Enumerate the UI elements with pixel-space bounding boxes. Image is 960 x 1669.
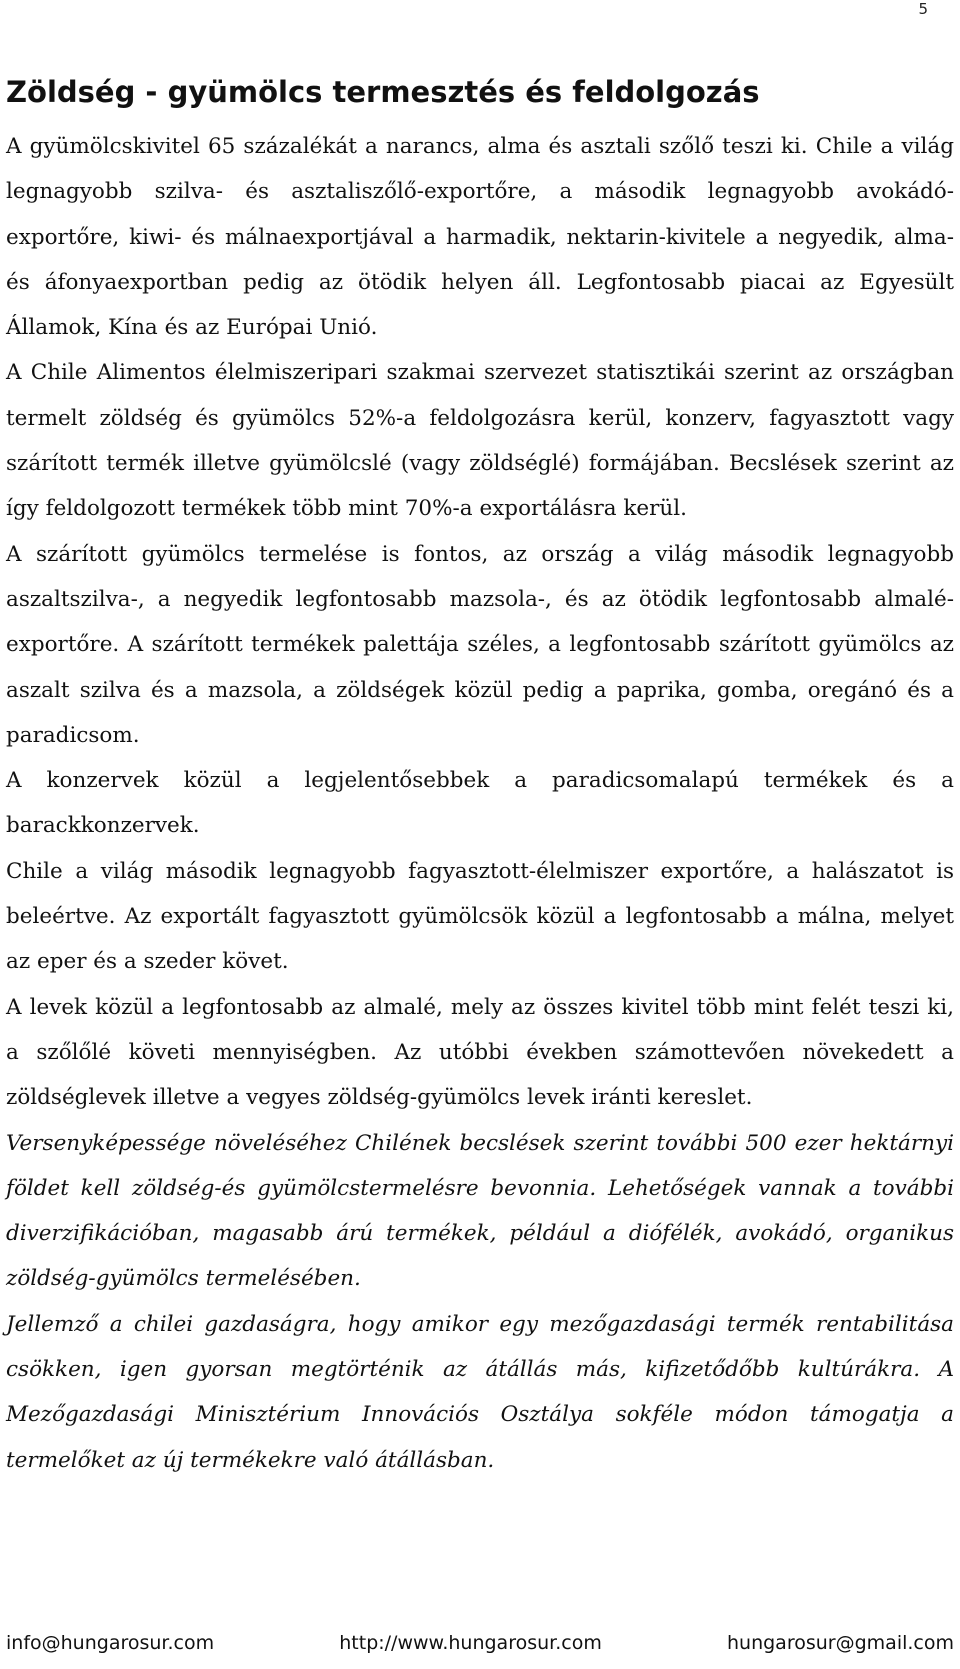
footer-email-secondary[interactable]: hungarosur@gmail.com bbox=[727, 1632, 954, 1654]
page-title: Zöldség - gyümölcs termesztés és feldolgozás bbox=[6, 75, 760, 109]
document-body bbox=[6, 72, 954, 1483]
page-number: 5 bbox=[918, 0, 928, 18]
paragraph-fruit-exports: A gyümölcskivitel 65 százalékát a narancs, alma és asztali szőlő teszi ki. Chile a világ legnagyobb szilva- és asztaliszőlő-exportőre, a második legnagyobb avokádó-exportőre, kiwi- és málnaexportjával a harmadik, nektarin-kivitele a negyedik, alma- és áfonyaexportban pedig az ötödik helyen áll. Legfontosabb piacai az Egyesült Államok, Kína és az Európai Unió. bbox=[6, 134, 954, 341]
footer-website[interactable]: http://www.hungarosur.com bbox=[339, 1632, 602, 1654]
paragraph-processing: A Chile Alimentos élelmiszeripari szakmai szervezet statisztikái szerint az országban termelt zöldség és gyümölcs 52%-a feldolgozásra kerül, konzerv, fagyasztott vagy szárított termék illetve gyümölcslé (vagy zöldséglé) formájában. Becslések szerint az így feldolgozott termékek több mint 70%-a exportálásra kerül. bbox=[6, 360, 954, 522]
page-footer bbox=[6, 1632, 954, 1654]
paragraph-canned: A konzervek közül a legjelentősebbek a paradicsomalapú termékek és a barackkonzervek. bbox=[6, 768, 954, 839]
footer-email[interactable]: info@hungarosur.com bbox=[6, 1632, 215, 1654]
paragraph-innovation: Jellemző a chilei gazdaságra, hogy amikor egy mezőgazdasági termék rentabilitása csökken, igen gyorsan megtörténik az átállás más, kifizetődőbb kultúrákra. A Mezőgazdasági Minisztérium Innovációs Osztálya sokféle módon támogatja a termelőket az új termékekre való átállásban. bbox=[6, 1311, 954, 1473]
paragraph-competitiveness: Versenyképessége növeléséhez Chilének becslések szerint további 500 ezer hektárnyi földet kell zöldség-és gyümölcstermelésre bevonnia. Lehetőségek vannak a további diverzifikációban, magasabb árú termékek, például a diófélék, avokádó, organikus zöldség-gyümölcs termelésében. bbox=[6, 1130, 954, 1292]
paragraph-frozen: Chile a világ második legnagyobb fagyasztott-élelmiszer exportőre, a halászatot is beleértve. Az exportált fagyasztott gyümölcsök közül a legfontosabb a málna, melyet az eper és a szeder követ. bbox=[6, 858, 954, 975]
paragraph-dried-fruit: A szárított gyümölcs termelése is fontos, az ország a világ második legnagyobb aszaltszilva-, a negyedik legfontosabb mazsola-, és az ötödik legfontosabb almalé-exportőre. A szárított termékek palettája széles, a legfontosabb szárított gyümölcs az aszalt szilva és a mazsola, a zöldségek közül pedig a paprika, gomba, oregánó és a paradicsom. bbox=[6, 541, 954, 748]
paragraph-juices: A levek közül a legfontosabb az almalé, mely az összes kivitel több mint felét teszi ki, a szőlőlé követi mennyiségben. Az utóbbi években számottevően növekedett a zöldséglevek illetve a vegyes zöldség-gyümölcs levek iránti kereslet. bbox=[6, 994, 954, 1111]
